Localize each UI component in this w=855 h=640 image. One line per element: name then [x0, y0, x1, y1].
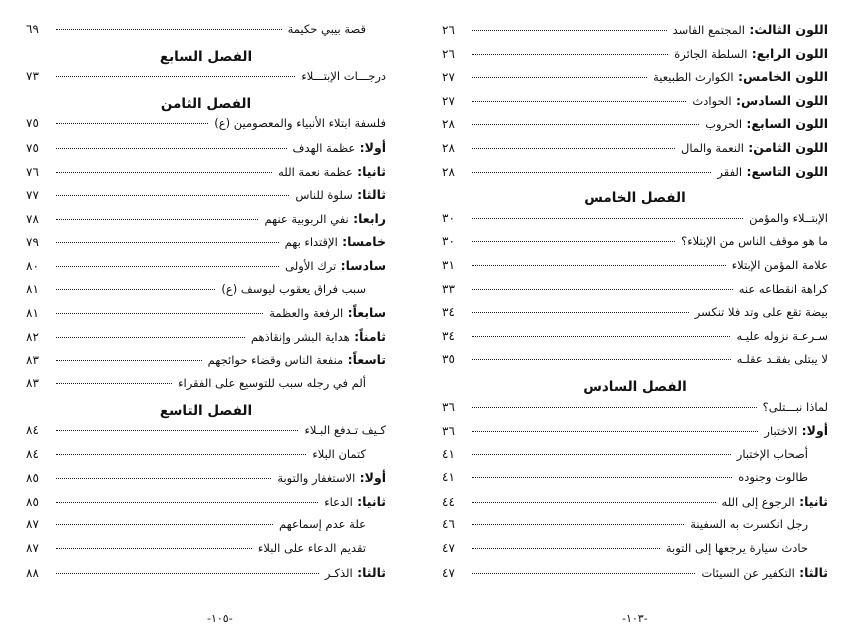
toc-entry-text: الإقتداء بهم — [284, 235, 338, 250]
toc-page-number: ٢٨ — [442, 140, 455, 155]
toc-entry — [26, 447, 386, 471]
toc-entry — [442, 447, 828, 471]
toc-entry-title — [210, 116, 386, 130]
toc-page-number: ٧٧ — [26, 188, 39, 203]
toc-entry-text: الإبتــلاء والمؤمن — [749, 210, 828, 225]
dot-leader — [56, 76, 295, 77]
toc-entry-title — [320, 494, 386, 509]
dot-leader — [56, 337, 245, 338]
toc-entry-title — [247, 329, 386, 344]
page-number-right: -١٠٣- — [622, 612, 648, 625]
toc-entry — [442, 352, 828, 376]
toc-entry — [26, 22, 386, 46]
toc-entry-label: رابعا: — [348, 210, 386, 226]
toc-page-number: ٣٤ — [442, 305, 455, 320]
toc-entry-label: اللون الثالث: — [745, 22, 828, 37]
dot-leader — [472, 407, 757, 408]
toc-entry — [26, 352, 386, 376]
toc-entry-text: المجتمع الفاسد — [672, 23, 745, 37]
toc-entry-text: هداية البشر وإنقاذهم — [250, 329, 350, 344]
toc-entry-label: أولا: — [355, 470, 386, 486]
dot-leader — [56, 172, 272, 173]
toc-entry-title — [281, 258, 386, 273]
toc-entry-text: الكوارث الطبيعية — [653, 70, 734, 85]
toc-entry-text: الذكـر — [324, 565, 353, 580]
toc-entry-text: الرجوع إلى الله — [721, 494, 795, 509]
toc-entry — [26, 565, 386, 589]
dot-leader — [472, 312, 689, 313]
toc-entry — [26, 164, 386, 188]
toc-page-number: ٨٧ — [26, 517, 39, 532]
toc-page-number: ٧٣ — [26, 69, 39, 84]
toc-page-number: ٨٧ — [26, 541, 39, 556]
toc-entry — [442, 565, 828, 589]
toc-page-number: ٨٣ — [26, 375, 39, 390]
dot-leader — [56, 573, 319, 574]
toc-entry — [26, 116, 386, 140]
dot-leader — [56, 454, 306, 455]
toc-entry-title — [273, 470, 386, 485]
toc-page-number: ٧٩ — [26, 235, 39, 250]
toc-entry-title — [728, 258, 828, 272]
toc-entry-text: طالوت وجنوده — [738, 470, 808, 485]
toc-entry-text: السلطة الجائرة — [674, 46, 748, 61]
toc-page-number: ٨٥ — [26, 494, 39, 509]
toc-entry — [442, 282, 828, 306]
toc-entry-text: نفي الربوبية عنهم — [264, 211, 349, 226]
toc-entry-text: تقديم الدعاء على البلاء — [257, 541, 366, 556]
toc-entry — [442, 140, 828, 164]
toc-page-number: ٣٦ — [442, 399, 455, 414]
chapter-heading: الفصل السابع — [159, 48, 253, 65]
toc-entry — [26, 423, 386, 447]
toc-page-number: ٧٥ — [26, 116, 39, 131]
toc-entry-title — [308, 447, 386, 461]
dot-leader — [472, 502, 716, 503]
dot-leader — [472, 573, 695, 574]
dot-leader — [56, 29, 282, 30]
toc-page-number: ٤٧ — [442, 565, 455, 580]
toc-entry-text: لماذا نبـــتلى؟ — [762, 399, 828, 414]
dot-leader — [56, 148, 287, 149]
toc-entry-title — [733, 447, 828, 461]
toc-entry-label: ثالثا: — [352, 564, 386, 580]
toc-entry-label: أولا: — [797, 423, 828, 439]
toc-page-number: ٨٤ — [26, 423, 39, 438]
toc-entry-title — [300, 423, 386, 437]
toc-entry — [26, 305, 386, 329]
dot-leader — [56, 219, 258, 220]
dot-leader — [56, 478, 271, 479]
toc-entry-title — [289, 140, 386, 155]
toc-entry-text: علامة المؤمن الإبتلاء — [731, 257, 828, 272]
dot-leader — [472, 30, 667, 31]
dot-leader — [56, 289, 215, 290]
toc-entry-title — [691, 305, 828, 319]
dot-leader — [56, 502, 318, 503]
toc-entry-title — [732, 329, 828, 343]
toc-entry — [442, 93, 828, 117]
toc-entry — [26, 329, 386, 353]
toc-entry-title — [701, 116, 828, 131]
toc-entry-title — [669, 22, 828, 37]
dot-leader — [472, 172, 711, 173]
toc-entry — [442, 46, 828, 70]
toc-entry-text: كتمان البلاء — [312, 446, 366, 461]
toc-page-number: ٧٨ — [26, 211, 39, 226]
toc-entry-title — [275, 517, 386, 531]
toc-entry-text: التكفير عن السيئات — [701, 565, 795, 580]
toc-page-number: ٢٧ — [442, 70, 455, 85]
toc-entry-label: اللون السابع: — [742, 116, 828, 132]
toc-entry-text: الحوادث — [692, 93, 732, 108]
toc-entry — [442, 258, 828, 282]
toc-entry-title — [734, 470, 828, 484]
toc-entry-text: ترك الأولى — [285, 258, 337, 273]
dot-leader — [472, 359, 731, 360]
toc-page-number: ٤٦ — [442, 517, 455, 532]
dot-leader — [472, 101, 686, 102]
toc-entry — [26, 69, 386, 93]
toc-page-number: ٢٧ — [442, 93, 455, 108]
dot-leader — [472, 124, 699, 125]
toc-entry — [26, 541, 386, 565]
toc-entry-label: اللون الخامس: — [733, 69, 828, 85]
toc-entry — [26, 258, 386, 282]
toc-entry-title — [686, 517, 828, 531]
chapter-heading: الفصل الخامس — [584, 190, 686, 207]
toc-page-number: ٨٨ — [26, 565, 39, 580]
toc-page-number: ٢٦ — [442, 46, 455, 61]
toc-page-number: ٦٩ — [26, 22, 39, 36]
toc-entry-title — [745, 211, 828, 225]
toc-entry-title — [735, 282, 828, 296]
toc-entry — [26, 376, 386, 400]
toc-entry — [26, 517, 386, 541]
toc-entry-text: عظمة نعمة الله — [278, 164, 353, 179]
toc-entry-title — [291, 187, 386, 202]
toc-entry-title — [265, 305, 386, 320]
toc-entry — [442, 211, 828, 235]
toc-entry-text: سـرعـة نزوله عليـه — [736, 328, 828, 343]
toc-entry-text: الحروب — [705, 117, 743, 132]
toc-entry-label: سادسا: — [336, 257, 386, 273]
toc-entry-title — [284, 22, 386, 36]
chapter-heading: الفصل السادس — [583, 378, 687, 395]
toc-page-number: ٣١ — [442, 257, 455, 272]
toc-entry-label: اللون الرابع: — [747, 45, 828, 61]
dot-leader — [56, 313, 263, 314]
toc-page-number: ٣٣ — [442, 281, 455, 296]
toc-entry-text: ما هو موقف الناس من الإبتلاء؟ — [681, 234, 828, 249]
toc-entry-text: ألم في رجله سبب للتوسيع على الفقراء — [178, 375, 366, 390]
dot-leader — [472, 241, 675, 242]
toc-page-number: ٤٤ — [442, 494, 455, 509]
toc-entry-title — [297, 69, 386, 83]
toc-entry-text: رجل انكسرت به السفينة — [690, 517, 808, 532]
toc-entry-title — [697, 565, 828, 580]
toc-page-number: ٧٦ — [26, 164, 39, 179]
toc-entry — [26, 234, 386, 258]
toc-entry-text: الرفعة والعظمة — [269, 306, 344, 321]
toc-entry-text: كـيف تـدفع البـلاء — [304, 423, 386, 438]
toc-entry-text: الاستغفار والتوبة — [277, 471, 356, 486]
dot-leader — [56, 123, 208, 124]
toc-entry-text: الدعاء — [324, 494, 353, 509]
toc-entry — [26, 282, 386, 306]
dot-leader — [472, 265, 726, 266]
toc-entry-title — [281, 234, 386, 249]
toc-entry-label: اللون الثامن: — [743, 139, 828, 155]
toc-entry-text: علة عدم إسماعهم — [279, 517, 366, 532]
toc-page-number: ٤٧ — [442, 541, 455, 556]
dot-leader — [56, 383, 172, 384]
toc-entry-title — [759, 400, 828, 414]
dot-leader — [56, 524, 273, 525]
toc-left-column — [26, 22, 386, 588]
toc-entry — [26, 494, 386, 518]
toc-entry-title — [677, 140, 828, 155]
toc-page-number: ٣٠ — [442, 234, 455, 249]
dot-leader — [472, 77, 647, 78]
toc-entry-title — [670, 46, 828, 61]
toc-page-number: ٣٥ — [442, 352, 455, 367]
toc-entry-label: ثانيا: — [352, 493, 386, 509]
toc-entry — [26, 470, 386, 494]
toc-entry — [442, 234, 828, 258]
dot-leader — [472, 524, 684, 525]
toc-entry-label: اللون السادس: — [731, 92, 828, 108]
toc-page-number: ٢٦ — [442, 23, 455, 37]
toc-entry — [442, 116, 828, 140]
toc-entry-text: عظمة الهدف — [292, 140, 356, 155]
toc-page-number: ٨١ — [26, 281, 39, 296]
toc-entry-title — [204, 352, 386, 367]
dot-leader — [472, 454, 731, 455]
toc-entry-title — [718, 494, 828, 509]
toc-page-number: ٣٤ — [442, 328, 455, 343]
dot-leader — [56, 195, 289, 196]
toc-entry — [26, 187, 386, 211]
toc-entry-text: قصة بيبي حكيمة — [287, 22, 366, 36]
dot-leader — [472, 336, 730, 337]
toc-entry-text: سلوة للناس — [295, 188, 353, 203]
toc-entry-text: منفعة الناس وقضاء حوائجهم — [207, 353, 344, 368]
dot-leader — [56, 360, 202, 361]
toc-page-number: ٨٢ — [26, 329, 39, 344]
toc-entry-text: لا يبتلى بفقـد عقلـه — [736, 352, 828, 367]
toc-entry — [26, 211, 386, 235]
toc-page-number: ٣٦ — [442, 424, 455, 439]
dot-leader — [472, 218, 743, 219]
toc-entry-label: خامسا: — [337, 234, 386, 250]
toc-entry-title — [688, 93, 828, 108]
toc-entry — [442, 69, 828, 93]
toc-entry-title — [217, 282, 386, 296]
toc-entry-title — [321, 565, 386, 580]
toc-entry-label: ثانيا: — [794, 493, 828, 509]
toc-entry-title — [174, 376, 386, 390]
toc-entry-label: ثالثا: — [794, 564, 828, 580]
toc-entry-title — [713, 164, 828, 179]
toc-page-number: ٤١ — [442, 470, 455, 485]
toc-entry-text: سبب فراق يعقوب ليوسف (ع) — [221, 281, 366, 296]
toc-page-number: ٧٥ — [26, 140, 39, 155]
toc-entry-text: كراهة انقطاعه عنه — [738, 281, 828, 296]
toc-entry-title — [260, 211, 386, 226]
toc-entry — [442, 22, 828, 46]
toc-entry-text: درجـــات الإبتـــلاء — [301, 69, 386, 84]
toc-entry — [442, 400, 828, 424]
toc-entry-title — [760, 423, 828, 438]
dot-leader — [472, 431, 758, 432]
toc-entry-title — [254, 541, 386, 555]
dot-leader — [472, 289, 733, 290]
toc-entry — [442, 517, 828, 541]
dot-leader — [472, 477, 732, 478]
toc-page-number: ٢٨ — [442, 164, 455, 179]
toc-entry — [442, 541, 828, 565]
toc-entry — [442, 305, 828, 329]
toc-entry — [442, 164, 828, 188]
dot-leader — [56, 266, 279, 267]
toc-entry-text: حادث سيارة يرجعها إلى التوبة — [665, 541, 808, 556]
toc-entry-title — [677, 234, 828, 248]
toc-entry-label: ثامناً: — [349, 328, 386, 344]
toc-entry-title — [662, 541, 828, 555]
toc-entry — [442, 329, 828, 353]
toc-page-number: ٣٠ — [442, 210, 455, 225]
toc-entry-label: ثالثا: — [352, 187, 386, 203]
toc-entry-title — [274, 164, 386, 179]
toc-page-number: ٨٥ — [26, 471, 39, 486]
chapter-heading: الفصل التاسع — [159, 402, 253, 419]
toc-entry-title — [649, 69, 828, 84]
toc-entry-text: فلسفة ابتلاء الأنبياء والمعصومين (ع) — [214, 116, 386, 131]
toc-entry-label: سابعاً: — [343, 305, 386, 321]
toc-entry-text: بيضة تقع على وتد فلا تنكسر — [694, 305, 828, 320]
page-number-left: -١٠٥- — [207, 612, 233, 625]
toc-entry-text: الاختبار — [764, 424, 798, 439]
dot-leader — [472, 54, 668, 55]
dot-leader — [56, 548, 252, 549]
toc-right-column — [442, 22, 828, 588]
toc-entry-label: تاسعاً: — [343, 352, 386, 368]
dot-leader — [472, 148, 675, 149]
toc-entry-label: اللون التاسع: — [742, 163, 828, 179]
dot-leader — [56, 430, 298, 431]
toc-entry — [26, 140, 386, 164]
toc-entry — [442, 494, 828, 518]
dot-leader — [56, 242, 279, 243]
toc-entry-text: الفقر — [717, 164, 743, 179]
toc-entry-text: النعمة والمال — [680, 140, 744, 155]
toc-entry-title — [733, 352, 828, 366]
toc-entry-text: أصحاب الإختبار — [736, 446, 808, 461]
toc-entry-label: أولا: — [355, 139, 386, 155]
toc-page-number: ٨٠ — [26, 258, 39, 273]
toc-page-number: ٤١ — [442, 446, 455, 461]
toc-page-number: ٢٨ — [442, 117, 455, 132]
toc-page-number: ٨٣ — [26, 353, 39, 368]
toc-page-number: ٨٤ — [26, 446, 39, 461]
toc-entry — [442, 423, 828, 447]
toc-entry-label: ثانيا: — [352, 163, 386, 179]
dot-leader — [472, 548, 660, 549]
toc-page-number: ٨١ — [26, 306, 39, 321]
toc-entry — [442, 470, 828, 494]
chapter-heading: الفصل الثامن — [160, 95, 252, 112]
